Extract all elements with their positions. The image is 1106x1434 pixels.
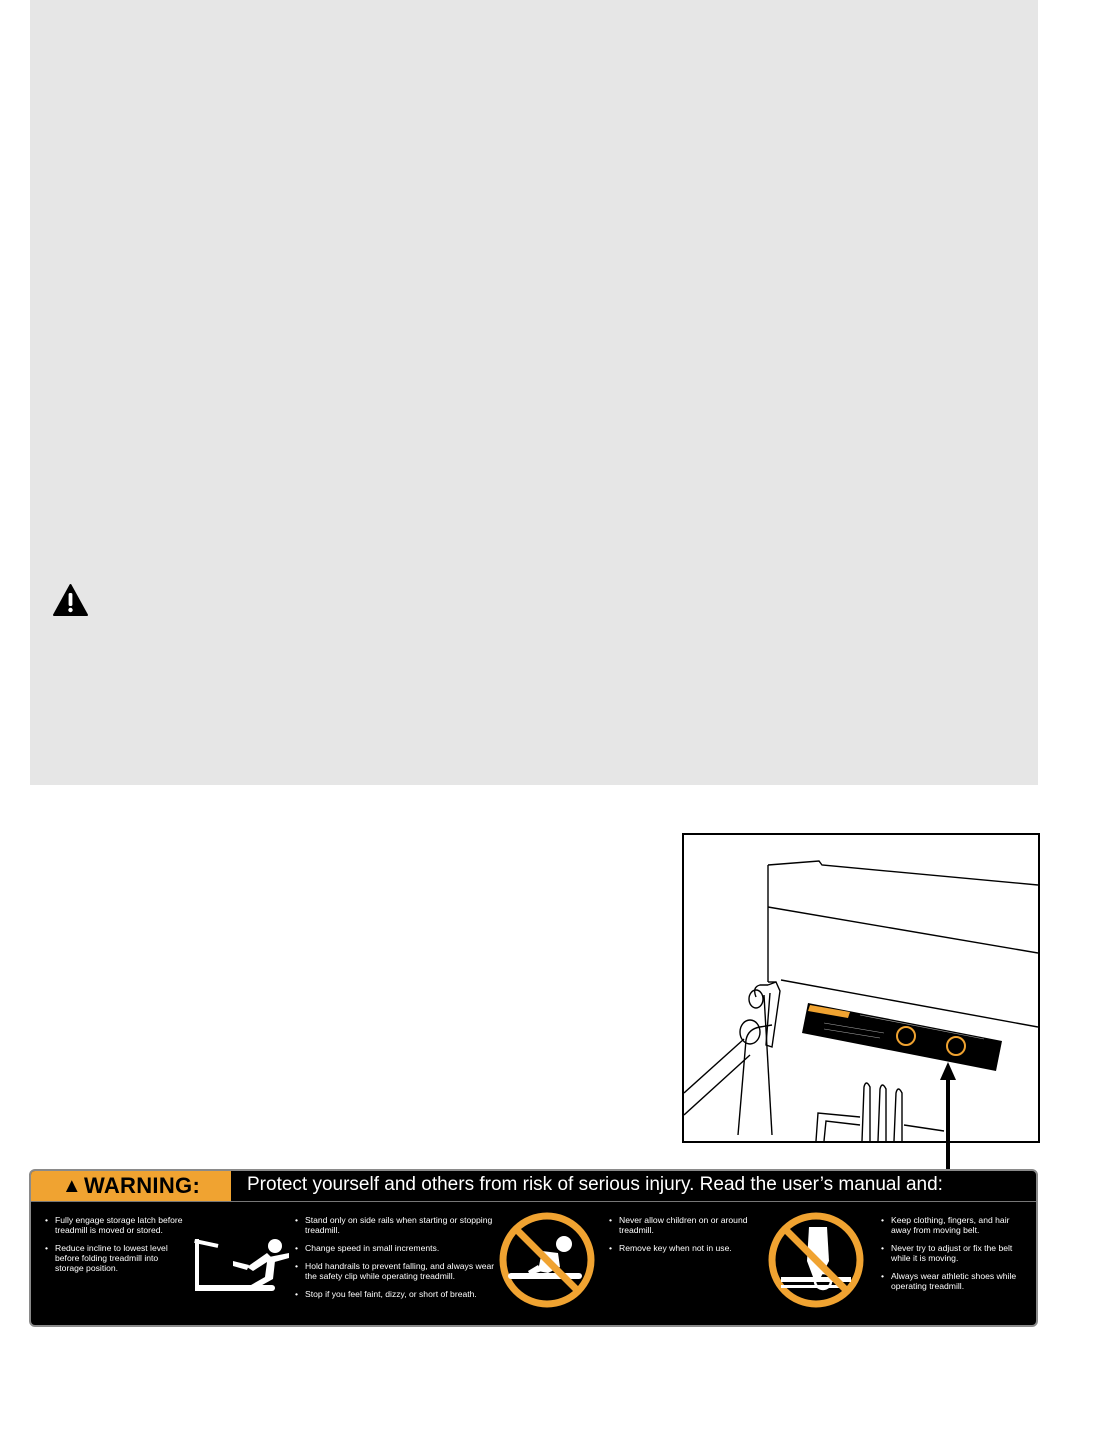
treadmill-line-drawing <box>684 835 1038 1141</box>
list-item: • Never allow children on or around treadmill. <box>609 1215 749 1235</box>
list-item: • Keep clothing, fingers, and hair away from moving belt. <box>881 1215 1031 1235</box>
decal-column-2 <box>295 1215 495 1307</box>
callout-arrow <box>938 1062 958 1174</box>
list-item: • Reduce incline to lowest level before folding treadmill into storage position. <box>45 1243 185 1273</box>
no-children-icon <box>498 1211 596 1309</box>
decal-header-text: Protect yourself and others from risk of serious injury. Read the user’s manual and: <box>247 1174 943 1195</box>
list-item: • Remove key when not in use. <box>609 1243 749 1253</box>
warning-tag <box>31 1171 231 1201</box>
warning-tag-label: WARNING: <box>84 1173 201 1198</box>
no-hands-belt-icon <box>767 1211 865 1309</box>
safety-notice-panel <box>30 0 1038 785</box>
decal-column-4 <box>881 1215 1031 1299</box>
warning-decal <box>29 1169 1038 1327</box>
falling-person-icon <box>193 1235 305 1295</box>
list-item: • Hold handrails to prevent falling, and always wear the safety clip while operating treadmill. <box>295 1261 495 1281</box>
mini-warning-decal <box>802 1003 1002 1071</box>
decal-column-1 <box>45 1215 185 1281</box>
list-item: • Always wear athletic shoes while operating treadmill. <box>881 1271 1031 1291</box>
list-item: • Change speed in small increments. <box>295 1243 495 1253</box>
warning-triangle-icon <box>52 583 89 617</box>
list-item: • Fully engage storage latch before treadmill is moved or stored. <box>45 1215 185 1235</box>
decal-header <box>31 1171 1036 1202</box>
treadmill-label-location-illustration <box>682 833 1040 1143</box>
decal-column-3 <box>609 1215 749 1261</box>
warning-triangle-icon: ▲ <box>61 1174 83 1197</box>
list-item: • Stop if you feel faint, dizzy, or short of breath. <box>295 1289 495 1299</box>
list-item: • Never try to adjust or fix the belt while it is moving. <box>881 1243 1031 1263</box>
list-item: • Stand only on side rails when starting or stopping treadmill. <box>295 1215 495 1235</box>
